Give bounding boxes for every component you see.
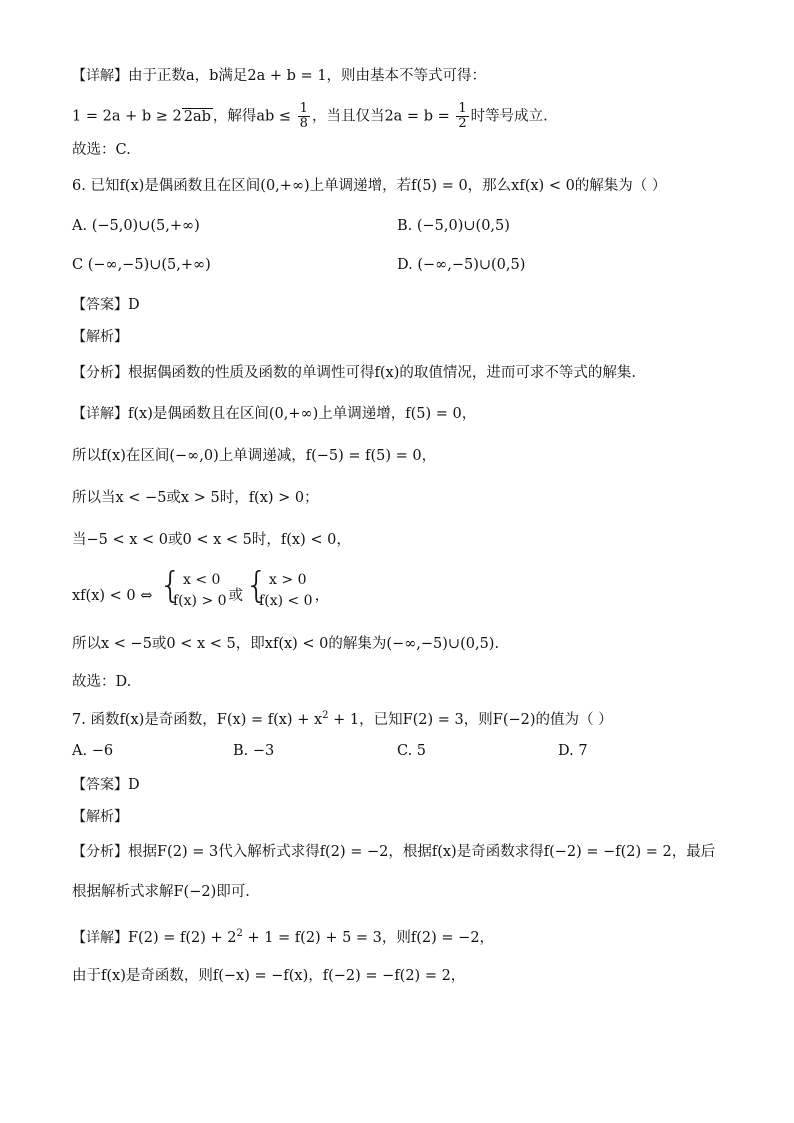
q7-stem: 7. 函数f(x)是奇函数，$F(x) = f(x) + x^2 + 1$，已知F(2) = 3，则F(−2)的值为（ ） bbox=[72, 710, 613, 728]
q6-analysis-tag: 【解析】 bbox=[72, 329, 128, 345]
q6-answer-line bbox=[72, 295, 140, 315]
brace-glyph: { bbox=[245, 565, 268, 606]
brace-glyph: { bbox=[159, 565, 182, 606]
q5-formula-line bbox=[72, 102, 548, 131]
q6-sys-end: ， bbox=[314, 588, 330, 604]
q5-choose: 故选：C. bbox=[72, 142, 131, 158]
q6-detail-line-1 bbox=[72, 404, 476, 424]
q6-choose: 故选：D. bbox=[72, 674, 132, 690]
q7-fenxi-line-1 bbox=[72, 842, 715, 862]
q7-option-c: C. 5 bbox=[397, 743, 427, 759]
fenxi-tag: 【分析】 bbox=[72, 365, 128, 381]
q5-frac-1: $\frac{1}{8}$ bbox=[299, 101, 308, 131]
q5-formula-end: 时等号成立. bbox=[470, 108, 548, 125]
q6-detail-3: 所以当x < −5或x > 5时，f(x) > 0； bbox=[72, 490, 319, 506]
q6-option-a: A. (−5,0)∪(5,+∞) bbox=[72, 218, 200, 234]
q7-detail-line-1: 【详解】$F(2) = f(2) + 2^2 + 1 = f(2) + 5 = 3$，则f(2) = −2， bbox=[72, 928, 495, 946]
q5-formula-sqrt: 2ab bbox=[183, 108, 211, 125]
fenxi-tag: 【分析】 bbox=[72, 844, 128, 860]
detail-tag: 【详解】 bbox=[72, 929, 128, 946]
q6-fenxi: 根据偶函数的性质及函数的单调性可得f(x)的取值情况，进而可求不等式的解集. bbox=[128, 365, 636, 381]
q6-system-2: { x > 0 f(x) < 0 bbox=[245, 565, 313, 609]
q7-option-a: A. −6 bbox=[72, 743, 114, 759]
q7-option-b: B. −3 bbox=[233, 743, 275, 759]
q6-detail-5: 所以x < −5或0 < x < 5，即xf(x) < 0的解集为(−∞,−5)∪(0,5). bbox=[72, 636, 500, 652]
q5-formula-mid2: ，当且仅当2a = b = bbox=[311, 108, 450, 125]
answer-tag: 【答案】 bbox=[72, 297, 128, 313]
q7-analysis-tag: 【解析】 bbox=[72, 809, 128, 825]
detail-tag: 【详解】 bbox=[72, 68, 128, 84]
answer-tag: 【答案】 bbox=[72, 777, 128, 793]
q5-formula-left: 1 = 2a + b ≥ 2 bbox=[72, 108, 182, 125]
q7-answer-line bbox=[72, 775, 140, 795]
q7-answer: D bbox=[128, 777, 140, 793]
q6-detail-4: 当−5 < x < 0或0 < x < 5时，f(x) < 0， bbox=[72, 532, 351, 548]
q6-option-d: D. (−∞,−5)∪(0,5) bbox=[397, 257, 526, 273]
q5-detail-line bbox=[72, 66, 486, 86]
q6-option-c: C (−∞,−5)∪(5,+∞) bbox=[72, 257, 211, 273]
q7-detail-2: 由于f(x)是奇函数，则f(−x) = −f(x)，f(−2) = −f(2) = 2， bbox=[72, 968, 466, 984]
q6-answer: D bbox=[128, 297, 140, 313]
q6-detail-2: 所以f(x)在区间(−∞,0)上单调递减，f(−5) = f(5) = 0， bbox=[72, 448, 437, 464]
q6-option-b: B. (−5,0)∪(0,5) bbox=[397, 218, 510, 234]
q7-fenxi-2: 根据解析式求解F(−2)即可. bbox=[72, 884, 250, 900]
q7-option-d: D. 7 bbox=[558, 743, 588, 759]
q6-system-line bbox=[72, 565, 330, 614]
q6-stem: 6. 已知f(x)是偶函数且在区间(0,+∞)上单调递增，若f(5) = 0，那么xf(x) < 0的解集为（ ） bbox=[72, 178, 667, 194]
q5-formula-mid: ，解得ab ≤ bbox=[212, 108, 292, 125]
q6-sys-or: 或 bbox=[228, 588, 244, 604]
q6-detail-1: f(x)是偶函数且在区间(0,+∞)上单调递增，f(5) = 0， bbox=[128, 406, 477, 422]
q7-fenxi-1: 根据F(2) = 3代入解析式求得f(2) = −2，根据f(x)是奇函数求得f(−2) = −f(2) = 2，最后 bbox=[128, 844, 716, 860]
q5-frac-2: $\frac{1}{2}$ bbox=[458, 101, 467, 131]
q6-sys-left: xf(x) < 0 ⇔ bbox=[72, 588, 153, 604]
q6-fenxi-line bbox=[72, 363, 636, 383]
q5-detail-text: 由于正数a，b满足2a + b = 1，则由基本不等式可得： bbox=[128, 68, 487, 84]
detail-tag: 【详解】 bbox=[72, 406, 128, 422]
q6-system-1: { x < 0 f(x) > 0 bbox=[159, 565, 227, 609]
